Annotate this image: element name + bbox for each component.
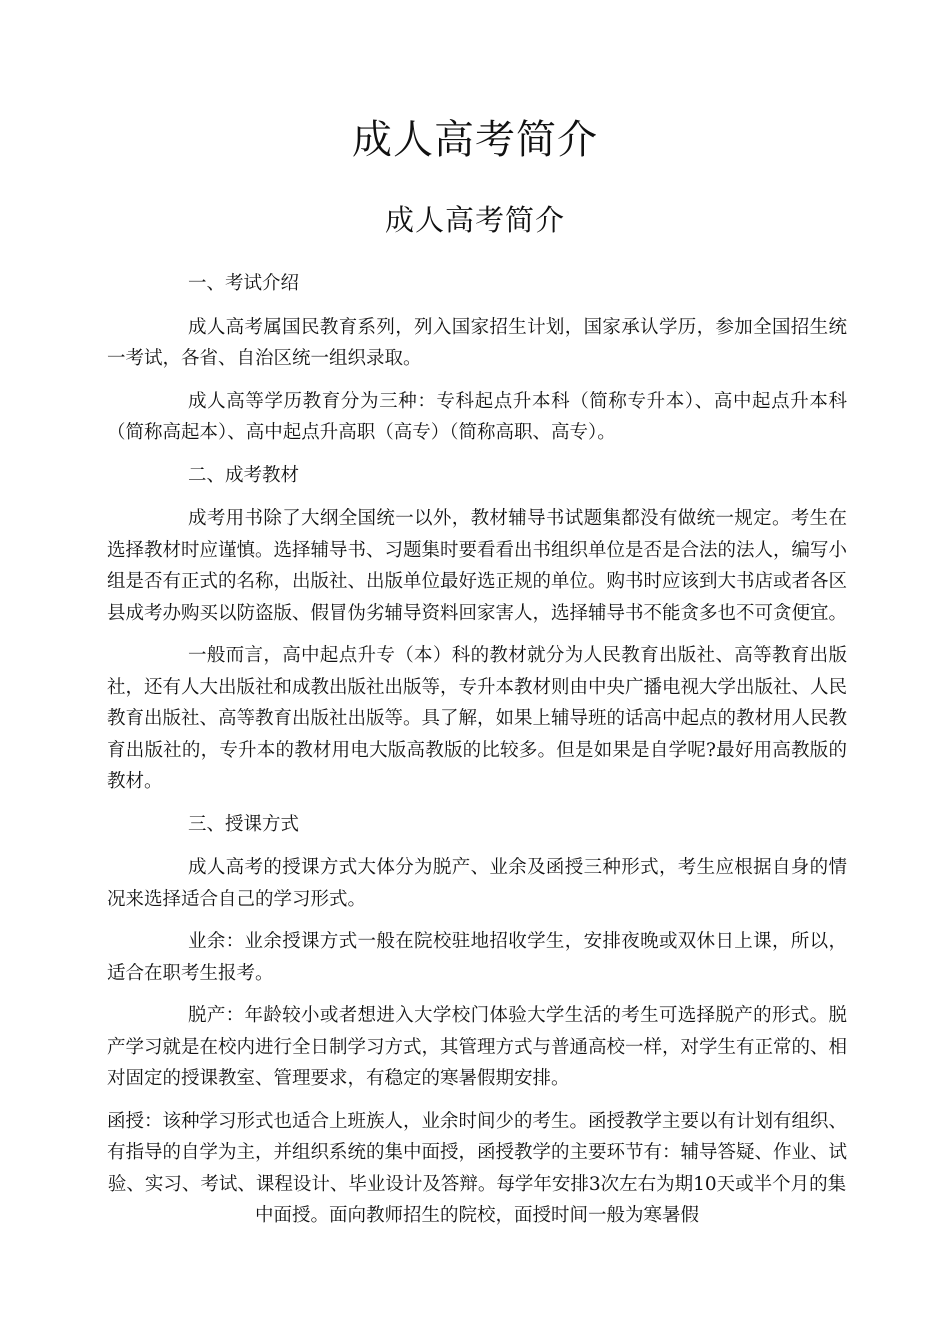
paragraph: 函授：该种学习形式也适合上班族人，业余时间少的考生。函授教学主要以有计划有组织、有指导的自学为主，并组织系统的集中面授，函授教学的主要环节有：辅导答疑、作业、试验、实习、考试、课程设计、毕业设计及答辩。每学年安排3次左右为期10天或半个月的集中面授。面向教师招生的院校，面授时间一般为寒暑假 [106,1110,847,1226]
document-subtitle: 成人高考简介 [384,203,565,237]
paragraph: 成考用书除了大纲全国统一以外，教材辅导书试题集都没有做统一规定。考生在选择教材时应谨慎。选择辅导书、习题集时要看看出书组织单位是否是合法的法人，编写小组是否有正式的名称，出版社、出版单位最好选正规的单位。购书时应该到大书店或者各区县成考办购买以防盗版、假冒伪劣辅导资料回家害人，选择辅导书不能贪多也不可贪便宜。 [107,508,848,624]
paragraph: 业余：业余授课方式一般在院校驻地招收学生，安排夜晚或双休日上课，所以，适合在职考生报考。 [107,931,847,984]
paragraph: 成人高考的授课方式大体分为脱产、业余及函授三种形式，考生应根据自身的情况来选择适合自己的学习形式。 [107,857,847,910]
section-heading-teaching-methods: 三、授课方式 [188,813,300,835]
document-title: 成人高考简介 [352,117,598,163]
paragraph: 一般而言，高中起点升专（本）科的教材就分为人民教育出版社、高等教育出版社，还有人大出版社和成教出版社出版等，专升本教材则由中央广播电视大学出版社、人民教育出版社、高等教育出版社出版等。具了解，如果上辅导班的话高中起点的教材用人民教育出版社的，专升本的教材用电大版高教版的比较多。但是如果是自学呢?最好用高教版的教材。 [107,645,848,792]
paragraph: 成人高考属国民教育系列，列入国家招生计划，国家承认学历，参加全国招生统一考试，各省、自治区统一组织录取。 [107,316,847,369]
document-body [107,268,847,1243]
section-heading-exam-intro: 一、考试介绍 [188,273,300,294]
paragraph: 脱产：年龄较小或者想进入大学校门体验大学生活的考生可选择脱产的形式。脱产学习就是在校内进行全日制学习方式，其管理方式与普通高校一样，对学生有正常的、相对固定的授课教室、管理要求，有稳定的寒暑假期安排。 [107,1005,848,1089]
section-heading-textbooks: 二、成考教材 [188,464,300,486]
paragraph: 成人高等学历教育分为三种：专科起点升本科（简称专升本）、高中起点升本科（简称高起本）、高中起点升高职（高专）（简称高职、高专）。 [107,390,847,443]
